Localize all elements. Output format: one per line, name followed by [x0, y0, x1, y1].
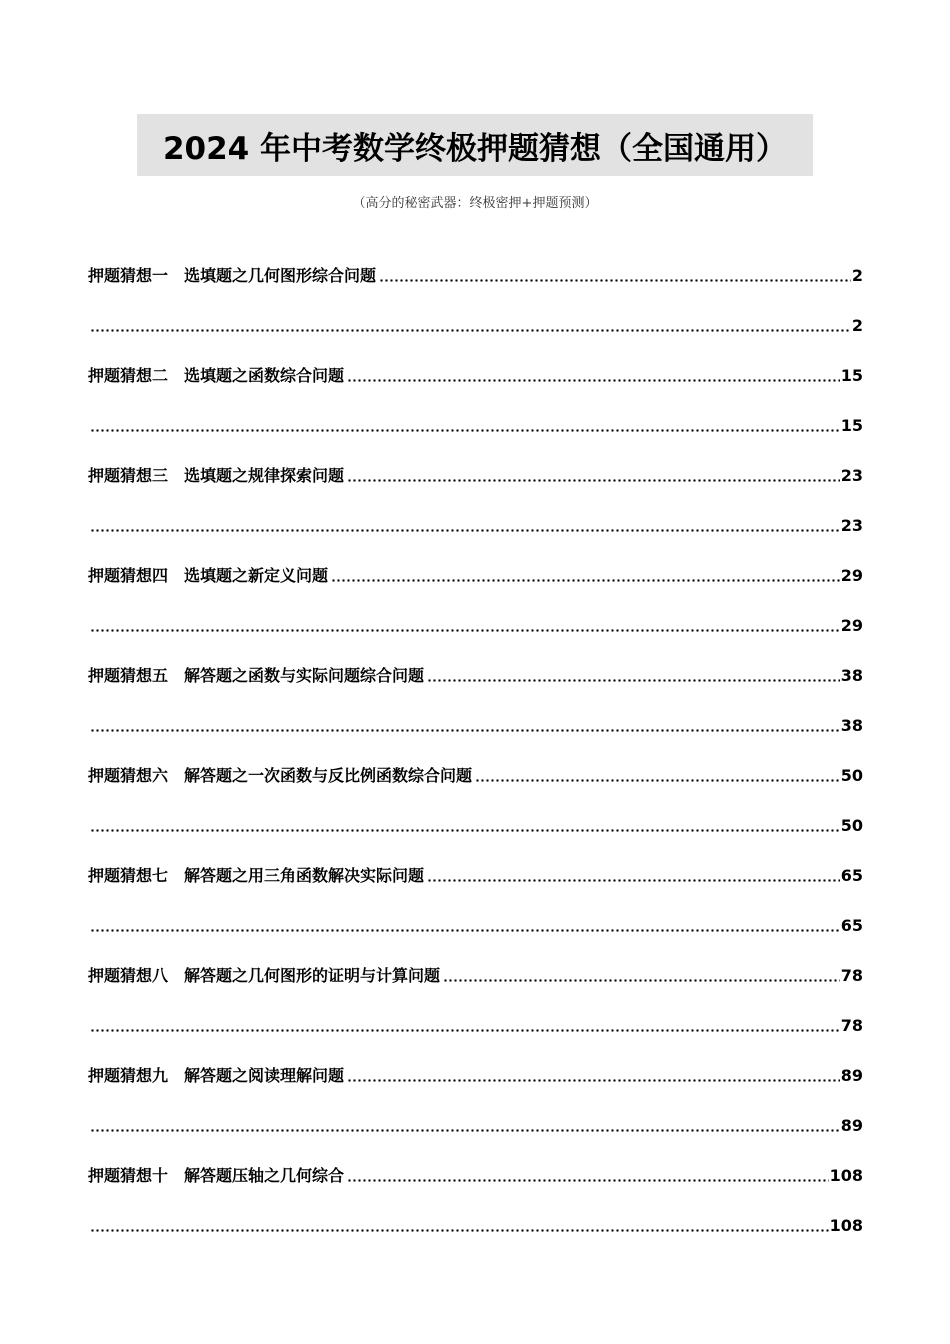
toc-entry-label: 押题猜想七 [88, 866, 169, 885]
toc-dot-leader [345, 1066, 840, 1086]
toc-entry[interactable] [88, 554, 863, 604]
toc-dot-leader [88, 316, 851, 336]
toc-subentry-page: 50 [840, 816, 863, 835]
toc-dot-leader [88, 916, 840, 936]
toc-subentry[interactable] [88, 1004, 863, 1054]
toc-entry-label: 押题猜想九 [88, 1066, 169, 1085]
toc-entry[interactable] [88, 754, 863, 804]
toc-entry-page: 89 [840, 1066, 863, 1085]
toc-entry-label: 押题猜想五 [88, 666, 169, 685]
toc-entry[interactable] [88, 1154, 863, 1204]
toc-dot-leader [425, 866, 840, 886]
toc-subentry[interactable] [88, 804, 863, 854]
toc-dot-leader [88, 616, 840, 636]
toc-subentry-page: 2 [851, 316, 863, 335]
toc-entry-page: 29 [840, 566, 863, 585]
title-banner [137, 114, 813, 176]
toc-entry[interactable] [88, 654, 863, 704]
toc-subentry-page: 15 [840, 416, 863, 435]
toc-entry-page: 65 [840, 866, 863, 885]
toc-dot-leader [441, 966, 840, 986]
toc-entry-title: 选填题之规律探索问题 [184, 466, 345, 485]
toc-subentry[interactable] [88, 604, 863, 654]
toc-dot-leader [329, 566, 840, 586]
toc-entry-title: 解答题之函数与实际问题综合问题 [184, 666, 425, 685]
toc-subentry[interactable] [88, 404, 863, 454]
toc-dot-leader [345, 366, 840, 386]
toc-subentry[interactable] [88, 1104, 863, 1154]
page-subtitle: （高分的秘密武器：终极密押+押题预测） [352, 196, 598, 211]
toc-dot-leader [88, 416, 840, 436]
toc-entry[interactable] [88, 254, 863, 304]
toc-entry-title: 解答题之一次函数与反比例函数综合问题 [184, 766, 473, 785]
toc-subentry[interactable] [88, 304, 863, 354]
toc-entry-label: 押题猜想十 [88, 1166, 169, 1185]
table-of-contents [88, 254, 863, 1254]
toc-subentry-page: 38 [840, 716, 863, 735]
toc-dot-leader [425, 666, 840, 686]
toc-subentry[interactable] [88, 704, 863, 754]
toc-dot-leader [88, 816, 840, 836]
toc-entry[interactable] [88, 454, 863, 504]
toc-dot-leader [88, 1116, 840, 1136]
toc-dot-leader [377, 266, 851, 286]
page-title: 2024 年中考数学终极押题猜想（全国通用） [162, 130, 788, 167]
toc-entry-page: 2 [851, 266, 863, 285]
toc-dot-leader [88, 1016, 840, 1036]
toc-dot-leader [88, 516, 840, 536]
toc-dot-leader [473, 766, 840, 786]
toc-entry-label: 押题猜想二 [88, 366, 169, 385]
toc-entry-page: 108 [829, 1166, 863, 1185]
toc-entry-title: 解答题之用三角函数解决实际问题 [184, 866, 425, 885]
toc-subentry[interactable] [88, 904, 863, 954]
toc-entry-label: 押题猜想六 [88, 766, 169, 785]
toc-entry-page: 15 [840, 366, 863, 385]
toc-subentry-page: 108 [829, 1216, 863, 1235]
toc-entry-page: 38 [840, 666, 863, 685]
toc-entry-title: 选填题之函数综合问题 [184, 366, 345, 385]
toc-entry-label: 押题猜想一 [88, 266, 169, 285]
toc-subentry[interactable] [88, 1204, 863, 1254]
toc-entry-label: 押题猜想八 [88, 966, 169, 985]
toc-subentry-page: 29 [840, 616, 863, 635]
toc-dot-leader [345, 466, 840, 486]
toc-entry[interactable] [88, 1054, 863, 1104]
toc-entry-page: 78 [840, 966, 863, 985]
toc-entry-label: 押题猜想三 [88, 466, 169, 485]
toc-entry-title: 解答题之几何图形的证明与计算问题 [184, 966, 441, 985]
toc-entry-label: 押题猜想四 [88, 566, 169, 585]
toc-subentry[interactable] [88, 504, 863, 554]
toc-entry-page: 23 [840, 466, 863, 485]
toc-entry-page: 50 [840, 766, 863, 785]
toc-dot-leader [88, 716, 840, 736]
toc-entry-title: 解答题压轴之几何综合 [184, 1166, 345, 1185]
toc-entry[interactable] [88, 954, 863, 1004]
toc-entry[interactable] [88, 854, 863, 904]
toc-dot-leader [345, 1166, 829, 1186]
toc-entry[interactable] [88, 354, 863, 404]
toc-dot-leader [88, 1216, 829, 1236]
toc-subentry-page: 23 [840, 516, 863, 535]
toc-subentry-page: 89 [840, 1116, 863, 1135]
toc-entry-title: 选填题之新定义问题 [184, 566, 329, 585]
toc-subentry-page: 65 [840, 916, 863, 935]
toc-entry-title: 解答题之阅读理解问题 [184, 1066, 345, 1085]
toc-subentry-page: 78 [840, 1016, 863, 1035]
toc-entry-title: 选填题之几何图形综合问题 [184, 266, 377, 285]
